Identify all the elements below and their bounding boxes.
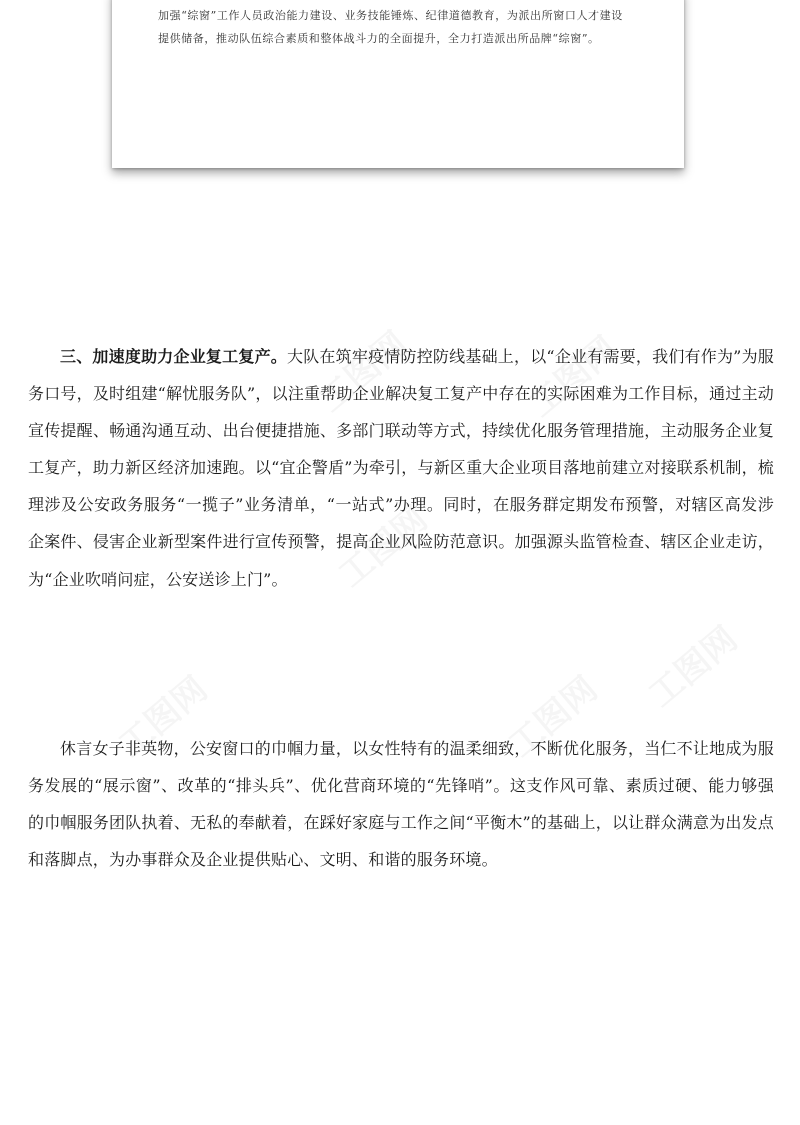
card-line-1: 加强“综窗”工作人员政治能力建设、业务技能锤炼、纪律道德教育，为派出所窗口人才建设: [158, 9, 623, 22]
section-3-body: 大队在筑牢疫情防控防线基础上，以“企业有需要，我们有作为”为服务口号，及时组建“解忧服务队”，以注重帮助企业解决复工复产中存在的实际困难为工作目标，通过主动宣传提醒、畅通沟通互动、出台便捷措施、多部门联动等方式，持续优化服务管理措施，主动服务企业复工复产，助力新区经济加速跑。以“宜企警盾”为牵引，与新区重大企业项目落地前建立对接联系机制，梳理涉及公安政务服务“一揽子”业务清单，“一站式”办理。同时，在服务群定期发布预警，对辖区高发涉企案件、侵害企业新型案件进行宣传预警，提高企业风险防范意识。加强源头监管检查、辖区企业走访，为“企业吹哨问症，公安送诊上门”。: [28, 347, 774, 589]
watermark-6: 工图网: [641, 619, 746, 716]
watermark-3: 工图网: [331, 499, 436, 596]
watermark-1: 工图网: [311, 324, 416, 421]
section-3-text: [28, 338, 774, 598]
closing-text: 休言女子非英物，公安窗口的巾帼力量，以女性特有的温柔细致，不断优化服务，当仁不让地成为服务发展的“展示窗”、改革的“排头兵”、优化营商环境的“先锋哨”。这支作风可靠、素质过硬、能力够强的巾帼服务团队执着、无私的奉献着，在踩好家庭与工作之间“平衡木”的基础上，以让群众满意为出发点和落脚点，为办事群众及企业提供贴心、文明、和谐的服务环境。: [28, 739, 774, 870]
watermark-4: 工图网: [111, 669, 216, 766]
watermark-5: 工图网: [501, 669, 606, 766]
quoted-document-card: [112, 0, 684, 168]
section-3-heading: 三、加速度助力企业复工复产。: [60, 347, 287, 366]
section-3-paragraph: [28, 338, 774, 598]
watermark-2: 工图网: [521, 329, 626, 426]
card-line-2: 提供储备，推动队伍综合素质和整体战斗力的全面提升，全力打造派出所品牌“综窗”。: [158, 32, 600, 45]
card-text: [158, 4, 644, 50]
closing-paragraph: [28, 730, 774, 878]
